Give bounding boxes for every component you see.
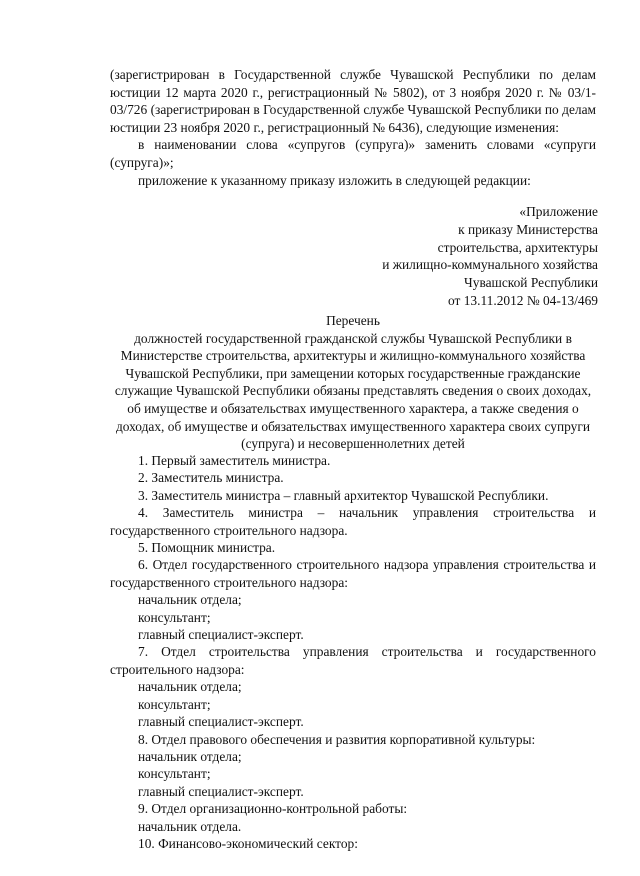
list-item: 3. Заместитель министра – главный архитектор Чувашской Республики. — [138, 487, 549, 503]
title-line: должностей государственной гражданской службы Чувашской Республики в — [134, 330, 572, 346]
list-title-block — [110, 312, 596, 453]
list-item: 2. Заместитель министра. — [138, 470, 284, 486]
appendix-line: от 13.11.2012 № 04-13/469 — [448, 292, 598, 308]
appendix-line: «Приложение — [519, 204, 598, 219]
list-item: 5. Помощник министра. — [138, 540, 276, 556]
title-line: служащие Чувашской Республики обязаны представлять сведения о своих доходах, — [114, 383, 592, 399]
intro-paragraph-1: (зарегистрирован в Государственной службе Чувашской Республики по делам юстиции 12 марта 2020 г., регистрационный № 5802), от 3 ноября 2020 г. № 03/1-03/726 (зарегистрирован в Государственной службе Чувашской Республики по делам юстиции 23 ноября 2020 г., регистрационный № 6436), следующие изменения: — [110, 67, 596, 135]
appendix-line: к приказу Министерства — [458, 221, 598, 237]
title-line: Министерстве строительства, архитектуры и жилищно-коммунального хозяйства — [120, 348, 586, 364]
intro-text — [110, 66, 596, 189]
list-item: 8. Отдел правового обеспечения и развития корпоративной культуры: — [138, 731, 536, 747]
appendix-line: и жилищно-коммунального хозяйства — [382, 257, 598, 273]
list-item: 6. Отдел государственного строительного надзора управления строительства и государственного строительного надзора: — [110, 557, 596, 590]
intro-paragraph-2: в наименовании слова «супругов (супруга)» заменить словами «супруги (супруга)»; — [110, 137, 596, 170]
intro-paragraph-3: приложение к указанному приказу изложить в следующей редакции: — [138, 172, 531, 188]
list-subitem: главный специалист-эксперт. — [138, 714, 304, 730]
list-subitem: главный специалист-эксперт. — [138, 783, 304, 799]
list-subitem: консультант; — [138, 609, 211, 625]
appendix-line: строительства, архитектуры — [437, 239, 598, 255]
list-item: 7. Отдел строительства управления строительства и государственного строительного надзора: — [110, 644, 596, 677]
title-line: Чувашской Республики, при замещении которых государственные гражданские — [125, 365, 581, 381]
list-item: 9. Отдел организационно-контрольной работы: — [138, 801, 408, 817]
title-line: об имуществе и обязательствах имущественного характера, а также сведения о — [127, 400, 579, 416]
list-item: 4. Заместитель министра – начальник управления строительства и государственного строительного надзора. — [110, 505, 596, 538]
list-item: 1. Первый заместитель министра. — [138, 453, 331, 468]
list-subitem: начальник отдела; — [138, 679, 242, 695]
list-subitem: консультант; — [138, 766, 211, 782]
appendix-signature-block — [382, 203, 598, 310]
list-subitem: начальник отдела; — [138, 748, 242, 764]
title-line: (супруга) и несовершеннолетних детей — [241, 436, 465, 452]
appendix-line: Чувашской Республики — [464, 275, 598, 291]
position-list — [110, 452, 596, 852]
list-heading: Перечень — [326, 313, 380, 328]
list-subitem: главный специалист-эксперт. — [138, 627, 304, 643]
list-subitem: начальник отдела; — [138, 592, 242, 608]
list-subitem: консультант; — [138, 696, 211, 712]
list-item: 10. Финансово-экономический сектор: — [138, 835, 358, 851]
title-line: доходах, об имуществе и обязательствах имущественного характера своих супруги — [115, 418, 591, 434]
list-subitem: начальник отдела. — [138, 818, 242, 834]
